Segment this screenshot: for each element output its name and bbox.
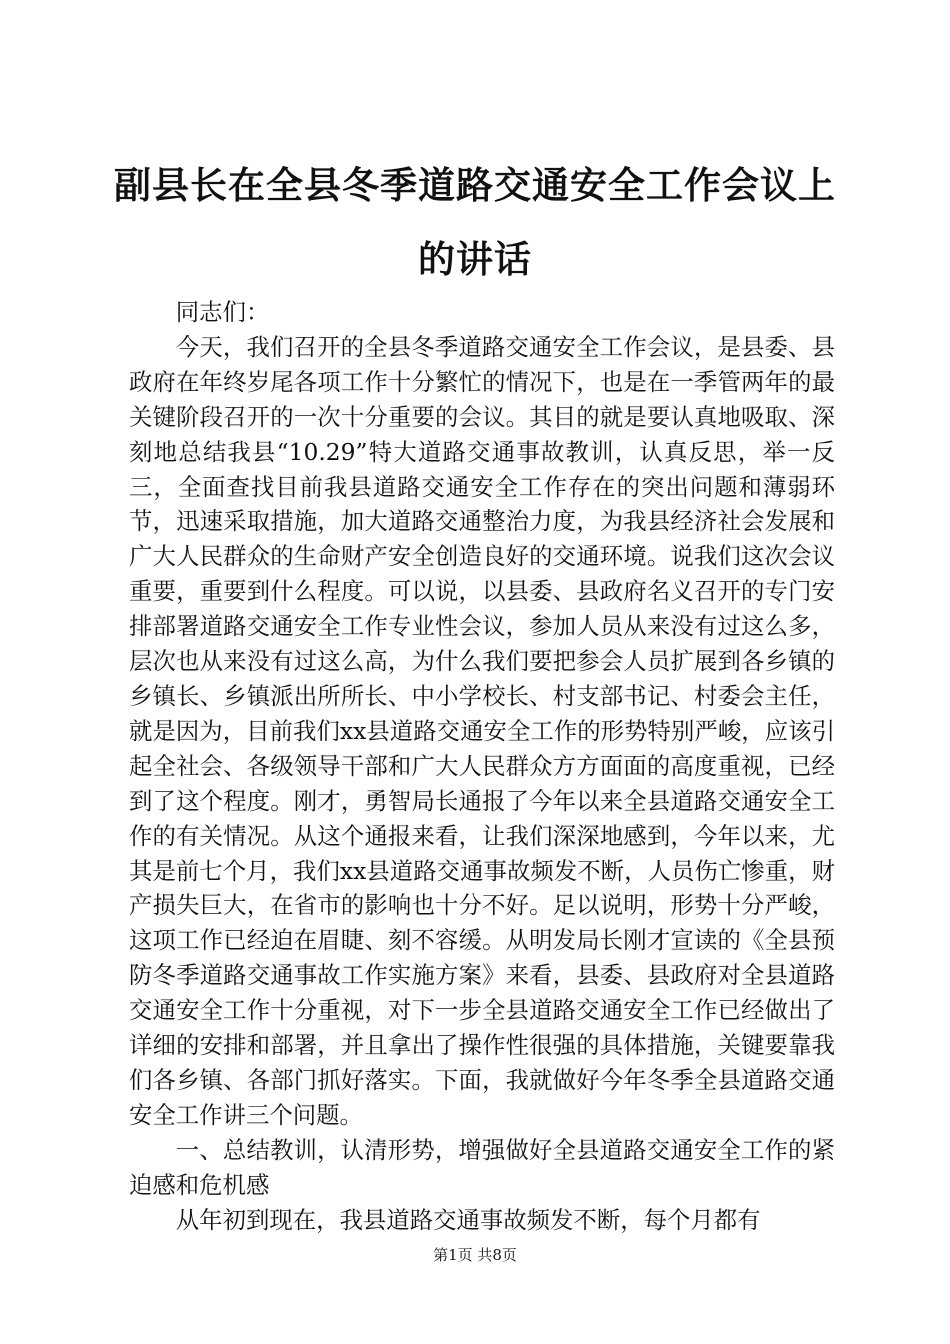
section-heading-paragraph: 一、总结教训，认清形势，增强做好全县道路交通安全工作的紧迫感和危机感 (129, 1135, 835, 1199)
body-paragraph: 今天，我们召开的全县冬季道路交通安全工作会议，是县委、县政府在年终岁尾各项工作十分繁忙的情况下，也是在一季管两年的最关键阶段召开的一次十分重要的会议。其目的就是要认真地吸取、深刻地总结我县“10.29”特大道路交通事故教训，认真反思，举一反三，全面查找目前我县道路交通安全工作存在的突出问题和薄弱环节，迅速采取措施，加大道路交通整治力度，为我县经济社会发展和广大人民群众的生命财产安全创造良好的交通环境。说我们这次会议重要，重要到什么程度。可以说，以县委、县政府名义召开的专门安排部署道路交通安全工作专业性会议，参加人员从来没有过这么多，层次也从来没有过这么高，为什么我们要把参会人员扩展到各乡镇的乡镇长、乡镇派出所所长、中小学校长、村支部书记、村委会主任，就是因为，目前我们xx县道路交通安全工作的形势特别严峻，应该引起全社会、各级领导干部和广大人民群众方方面面的高度重视，已经到了这个程度。刚才，勇智局长通报了今年以来全县道路交通安全工作的有关情况。从这个通报来看，让我们深深地感到，今年以来，尤其是前七个月，我们xx县道路交通事故频发不断，人员伤亡惨重，财产损失巨大，在省市的影响也十分不好。足以说明，形势十分严峻，这项工作已经迫在眉睫、刻不容缓。从明发局长刚才宣读的《全县预防冬季道路交通事故工作实施方案》来看，县委、县政府对全县道路交通安全工作十分重视，对下一步全县道路交通安全工作已经做出了详细的安排和部署，并且拿出了操作性很强的具体措施，关键要靠我们各乡镇、各部门抓好落实。下面，我就做好今年冬季全县道路交通安全工作讲三个问题。 (129, 332, 835, 1129)
document-title: 副县长在全县冬季道路交通安全工作会议上的讲话 (114, 163, 836, 281)
body-paragraph: 从年初到现在，我县道路交通事故频发不断，每个月都有 (175, 1205, 761, 1234)
page-number-footer: 第1页 共8页 (433, 1246, 517, 1264)
document-body (129, 295, 835, 1237)
salutation-paragraph: 同志们： (175, 298, 270, 326)
